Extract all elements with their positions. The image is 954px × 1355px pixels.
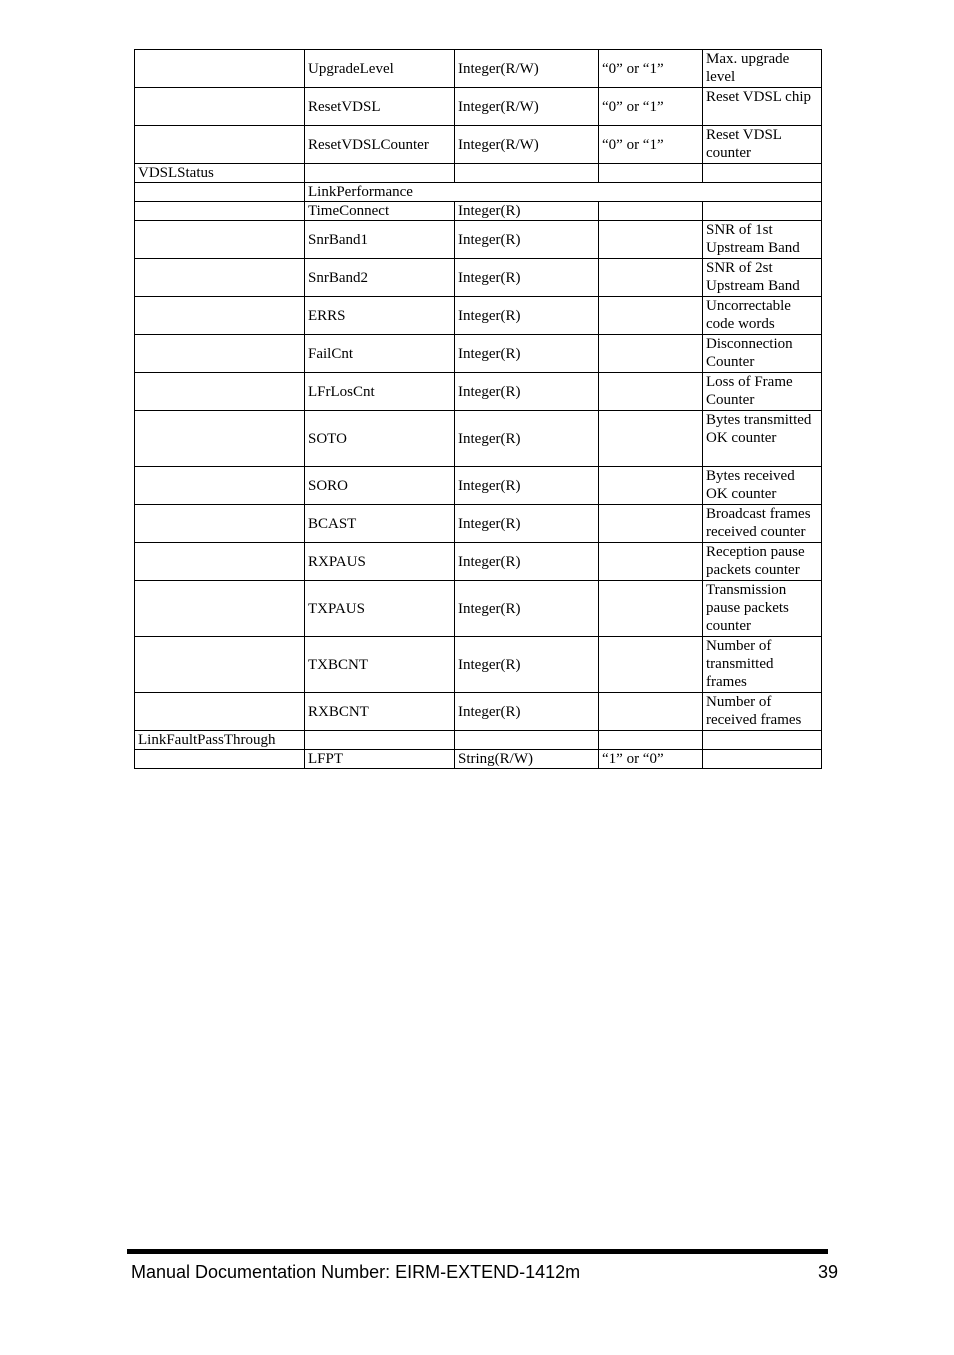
footer-rule bbox=[127, 1249, 828, 1254]
description-cell: Uncorrectable code words bbox=[703, 297, 822, 335]
table-row bbox=[135, 505, 822, 543]
type-cell: Integer(R) bbox=[455, 202, 599, 221]
group-cell bbox=[135, 202, 305, 221]
description-cell: Reset VDSL chip bbox=[703, 88, 822, 126]
object-name-cell: TXBCNT bbox=[305, 637, 455, 693]
value-cell: “0” or “1” bbox=[599, 88, 703, 126]
object-name-cell: SOTO bbox=[305, 411, 455, 467]
group-cell bbox=[135, 411, 305, 467]
object-name-cell: TimeConnect bbox=[305, 202, 455, 221]
group-cell bbox=[135, 50, 305, 88]
type-cell: Integer(R) bbox=[455, 221, 599, 259]
table-row bbox=[135, 335, 822, 373]
table-row bbox=[135, 297, 822, 335]
table-row bbox=[135, 202, 822, 221]
type-cell: Integer(R/W) bbox=[455, 88, 599, 126]
object-name-cell: TXPAUS bbox=[305, 581, 455, 637]
group-cell: LinkFaultPassThrough bbox=[135, 731, 305, 750]
object-name-cell: UpgradeLevel bbox=[305, 50, 455, 88]
type-cell bbox=[455, 731, 599, 750]
type-cell: Integer(R) bbox=[455, 411, 599, 467]
group-cell: VDSLStatus bbox=[135, 164, 305, 183]
group-cell bbox=[135, 637, 305, 693]
value-cell bbox=[599, 543, 703, 581]
group-cell bbox=[135, 581, 305, 637]
table-row bbox=[135, 373, 822, 411]
type-cell: Integer(R/W) bbox=[455, 50, 599, 88]
description-cell bbox=[703, 164, 822, 183]
object-name-cell: RXBCNT bbox=[305, 693, 455, 731]
type-cell bbox=[455, 164, 599, 183]
value-cell bbox=[599, 581, 703, 637]
table-row bbox=[135, 126, 822, 164]
table-row bbox=[135, 183, 822, 202]
description-cell: Loss of Frame Counter bbox=[703, 373, 822, 411]
description-cell bbox=[703, 750, 822, 769]
table-row bbox=[135, 164, 822, 183]
object-name-cell: LFrLosCnt bbox=[305, 373, 455, 411]
table-row bbox=[135, 50, 822, 88]
type-cell: Integer(R) bbox=[455, 297, 599, 335]
table-row bbox=[135, 731, 822, 750]
table-row bbox=[135, 693, 822, 731]
object-name-cell: RXPAUS bbox=[305, 543, 455, 581]
page-number: 39 bbox=[817, 1262, 838, 1282]
value-cell bbox=[599, 259, 703, 297]
object-name-cell: FailCnt bbox=[305, 335, 455, 373]
object-name-cell: SORO bbox=[305, 467, 455, 505]
object-name-cell: BCAST bbox=[305, 505, 455, 543]
section-cell: LinkPerformance bbox=[305, 183, 822, 202]
object-name-cell: ResetVDSL bbox=[305, 88, 455, 126]
group-cell bbox=[135, 335, 305, 373]
value-cell bbox=[599, 373, 703, 411]
value-cell bbox=[599, 202, 703, 221]
type-cell: Integer(R) bbox=[455, 259, 599, 297]
description-cell: Disconnection Counter bbox=[703, 335, 822, 373]
group-cell bbox=[135, 88, 305, 126]
group-cell bbox=[135, 221, 305, 259]
group-cell bbox=[135, 373, 305, 411]
description-cell: Number of transmitted frames bbox=[703, 637, 822, 693]
value-cell bbox=[599, 164, 703, 183]
object-name-cell: SnrBand1 bbox=[305, 221, 455, 259]
group-cell bbox=[135, 259, 305, 297]
table-row bbox=[135, 88, 822, 126]
type-cell: Integer(R) bbox=[455, 581, 599, 637]
object-name-cell: LFPT bbox=[305, 750, 455, 769]
type-cell: Integer(R) bbox=[455, 373, 599, 411]
footer-doc-number: Manual Documentation Number: EIRM-EXTEND-1412m bbox=[131, 1262, 581, 1282]
type-cell: Integer(R) bbox=[455, 693, 599, 731]
description-cell: Transmission pause packets counter bbox=[703, 581, 822, 637]
type-cell: Integer(R) bbox=[455, 543, 599, 581]
value-cell: “0” or “1” bbox=[599, 126, 703, 164]
description-cell: Bytes received OK counter bbox=[703, 467, 822, 505]
group-cell bbox=[135, 693, 305, 731]
table-body bbox=[135, 50, 822, 769]
group-cell bbox=[135, 467, 305, 505]
table-row bbox=[135, 750, 822, 769]
value-cell: “1” or “0” bbox=[599, 750, 703, 769]
table-row bbox=[135, 259, 822, 297]
value-cell bbox=[599, 505, 703, 543]
table-row bbox=[135, 543, 822, 581]
group-cell bbox=[135, 750, 305, 769]
value-cell bbox=[599, 637, 703, 693]
table-row bbox=[135, 637, 822, 693]
object-name-cell: SnrBand2 bbox=[305, 259, 455, 297]
description-cell: Reception pause packets counter bbox=[703, 543, 822, 581]
description-cell bbox=[703, 731, 822, 750]
table-row bbox=[135, 221, 822, 259]
table-row bbox=[135, 467, 822, 505]
value-cell bbox=[599, 221, 703, 259]
group-cell bbox=[135, 297, 305, 335]
description-cell: Number of received frames bbox=[703, 693, 822, 731]
mib-object-table bbox=[134, 49, 822, 769]
table-row bbox=[135, 581, 822, 637]
group-cell bbox=[135, 183, 305, 202]
object-name-cell bbox=[305, 731, 455, 750]
type-cell: Integer(R) bbox=[455, 637, 599, 693]
value-cell bbox=[599, 693, 703, 731]
type-cell: String(R/W) bbox=[455, 750, 599, 769]
table-row bbox=[135, 411, 822, 467]
value-cell bbox=[599, 467, 703, 505]
description-cell: SNR of 1st Upstream Band bbox=[703, 221, 822, 259]
type-cell: Integer(R) bbox=[455, 335, 599, 373]
description-cell bbox=[703, 202, 822, 221]
object-name-cell bbox=[305, 164, 455, 183]
value-cell bbox=[599, 731, 703, 750]
type-cell: Integer(R) bbox=[455, 467, 599, 505]
value-cell bbox=[599, 297, 703, 335]
type-cell: Integer(R/W) bbox=[455, 126, 599, 164]
description-cell: Bytes transmitted OK counter bbox=[703, 411, 822, 467]
description-cell: Reset VDSL counter bbox=[703, 126, 822, 164]
description-cell: SNR of 2st Upstream Band bbox=[703, 259, 822, 297]
group-cell bbox=[135, 543, 305, 581]
object-name-cell: ERRS bbox=[305, 297, 455, 335]
value-cell: “0” or “1” bbox=[599, 50, 703, 88]
group-cell bbox=[135, 505, 305, 543]
description-cell: Max. upgrade level bbox=[703, 50, 822, 88]
object-name-cell: ResetVDSLCounter bbox=[305, 126, 455, 164]
value-cell bbox=[599, 335, 703, 373]
type-cell: Integer(R) bbox=[455, 505, 599, 543]
description-cell: Broadcast frames received counter bbox=[703, 505, 822, 543]
value-cell bbox=[599, 411, 703, 467]
group-cell bbox=[135, 126, 305, 164]
